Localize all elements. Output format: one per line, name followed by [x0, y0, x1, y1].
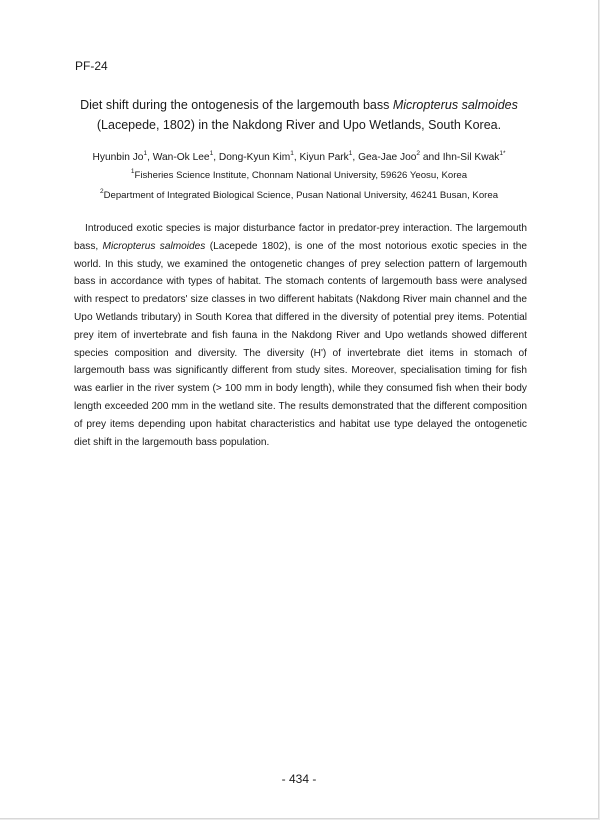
author-affiliation-mark: 2: [416, 150, 421, 157]
affiliation-mark: 1: [130, 168, 135, 175]
author-affiliation-mark: 1: [348, 150, 353, 157]
author: [219, 152, 300, 163]
author: [358, 152, 443, 163]
author-separator: ,: [213, 152, 219, 163]
author-separator: ,: [293, 152, 300, 163]
author-affiliation-mark: 1: [143, 150, 148, 157]
affiliation-text: Department of Integrated Biological Science, Pusan National University, 46241 Busan, Korea: [103, 190, 499, 201]
abstract-text-end: (Lacepede 1802), is one of the most notorious exotic species in the world. In this study, we examined the ontogenetic changes of prey selection pattern of largemouth bass in accordance with types of habitat. The stomach contents of largemouth bass were analysed with respect to predators' size classes in two different habitats (Nakdong River main channel and the Upo Wetlands tributary) in South Korea that differed in the diversity of potential prey items. Potential prey item of invertebrate and fish fauna in the Nakdong River and Upo wetlands showed different species composition and diversity. The diversity (H') of invertebrate diet items in stomach of largemouth bass was significantly different from study sites. Moreover, specialisation timing for fish was earlier in the river system (> 100 mm in body length), while they consumed fish when their body length exceeded 200 mm in the wetland site. The results demonstrated that the different composition of prey items depending upon habitat characteristics and habitat use type delayed the ontogenetic diet shift in the largemouth bass population.: [74, 240, 527, 448]
abstract-body: [74, 220, 527, 451]
author: [443, 152, 506, 163]
affiliation-2: [40, 189, 558, 202]
title-species-name: Micropterus salmoides: [392, 98, 518, 112]
author-name: Hyunbin Jo: [92, 152, 144, 163]
author: [300, 152, 359, 163]
author-name: Gea-Jae Joo: [358, 152, 417, 163]
author-separator: and: [420, 152, 443, 163]
abstract-text-start: Introduced exotic species is major disturbance factor in predator-prey interaction. The largemouth bass,: [74, 223, 527, 252]
author-name: Kiyun Park: [299, 152, 349, 163]
poster-code: PF-24: [75, 59, 108, 73]
paper-title: [60, 95, 538, 135]
affiliation-text: Fisheries Science Institute, Chonnam National University, 59626 Yeosu, Korea: [134, 170, 468, 181]
author-separator: ,: [352, 152, 359, 163]
author: [93, 152, 153, 163]
author-affiliation-mark: 1: [290, 150, 294, 157]
author: [153, 152, 219, 163]
title-text-start: Diet shift during the ontogenesis of the largemouth bass: [80, 98, 393, 112]
affiliation-mark: 2: [99, 188, 104, 195]
abstract-species-name: Micropterus salmoides: [102, 240, 206, 252]
author-list: [40, 151, 558, 165]
author-name: Dong-Kyun Kim: [218, 152, 291, 163]
author-affiliation-mark: 1: [209, 150, 214, 157]
affiliation-1: [40, 169, 558, 182]
author-separator: ,: [147, 152, 153, 163]
author-name: Ihn-Sil Kwak: [442, 152, 500, 163]
title-text-end: (Lacepede, 1802) in the Nakdong River and Upo Wetlands, South Korea.: [96, 118, 502, 132]
author-affiliation-mark: 1*: [499, 150, 506, 157]
author-name: Wan-Ok Lee: [152, 152, 210, 163]
page-number: - 434 -: [281, 772, 317, 786]
